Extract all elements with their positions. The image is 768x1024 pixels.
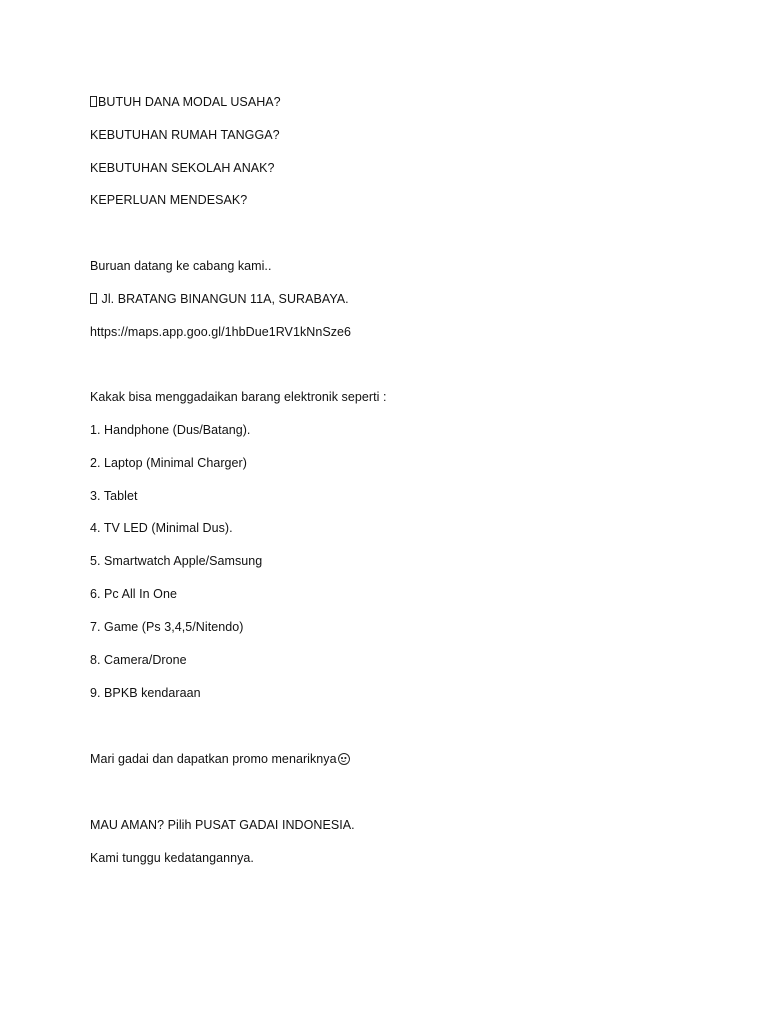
location-pin-icon xyxy=(90,293,97,304)
closing-line-2: Kami tunggu kedatangannya. xyxy=(90,851,254,865)
address-line: Jl. BRATANG BINANGUN 11A, SURABAYA. xyxy=(90,291,349,307)
question-rumah-tangga: KEBUTUHAN RUMAH TANGGA? xyxy=(90,128,280,142)
question-mendesak: KEPERLUAN MENDESAK? xyxy=(90,193,248,207)
missing-glyph-icon xyxy=(90,96,97,107)
list-item: 8. Camera/Drone xyxy=(90,653,187,667)
question-modal-usaha: BUTUH DANA MODAL USAHA? xyxy=(90,94,281,110)
smiley-icon xyxy=(338,753,350,765)
items-intro: Kakak bisa menggadaikan barang elektronik seperti : xyxy=(90,390,387,404)
list-item: 5. Smartwatch Apple/Samsung xyxy=(90,554,263,568)
promo-line: Mari gadai dan dapatkan promo menariknya xyxy=(90,751,350,767)
list-item: 1. Handphone (Dus/Batang). xyxy=(90,423,251,437)
list-item: 3. Tablet xyxy=(90,489,138,503)
invite-text: Buruan datang ke cabang kami.. xyxy=(90,259,272,273)
list-item: 7. Game (Ps 3,4,5/Nitendo) xyxy=(90,620,244,634)
list-item: 4. TV LED (Minimal Dus). xyxy=(90,521,233,535)
list-item: 6. Pc All In One xyxy=(90,587,177,601)
list-item: 9. BPKB kendaraan xyxy=(90,686,201,700)
question-sekolah-anak: KEBUTUHAN SEKOLAH ANAK? xyxy=(90,161,275,175)
closing-line-1: MAU AMAN? Pilih PUSAT GADAI INDONESIA. xyxy=(90,818,355,832)
list-item: 2. Laptop (Minimal Charger) xyxy=(90,456,247,470)
map-link[interactable]: https://maps.app.goo.gl/1hbDue1RV1kNnSze6 xyxy=(90,325,352,339)
